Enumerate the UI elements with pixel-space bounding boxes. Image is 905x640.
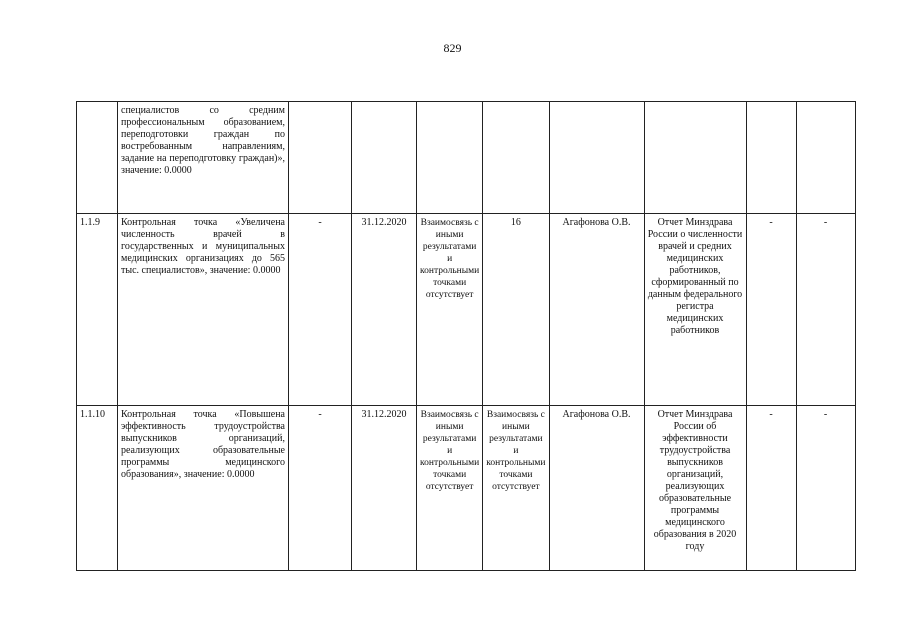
row-col10: - [796,214,855,406]
row-link-next: Взаимосвязь с иными результатами и контрольными точками отсутствует [483,406,549,571]
row-link-prev: Взаимосвязь с иными результатами и контрольными точками отсутствует [417,214,483,406]
row-col9 [746,102,796,214]
control-points-table [76,101,856,571]
row-document: Отчет Минздрава России об эффективности трудоустройства выпускников организаций, реализующих образовательные программы медицинского образования в 2020 году [644,406,746,571]
row-number: 1.1.10 [77,406,118,571]
row-date [352,102,417,214]
row-date: 31.12.2020 [352,214,417,406]
row-col3: - [289,214,352,406]
page-number: 829 [443,41,462,55]
row-col9: - [746,214,796,406]
row-document: Отчет Минздрава России о численности врачей и средних медицинских работников, сформированный по данным федерального регистра медицинских работников [644,214,746,406]
row-number [77,102,118,214]
row-link-next [483,102,549,214]
row-number: 1.1.9 [77,214,118,406]
row-link-prev: Взаимосвязь с иными результатами и контрольными точками отсутствует [417,406,483,571]
row-document [644,102,746,214]
row-col9: - [746,406,796,571]
row-col10: - [796,406,855,571]
row-col3: - [289,406,352,571]
table-row [77,406,856,571]
row-responsible: Агафонова О.В. [549,214,644,406]
row-date: 31.12.2020 [352,406,417,571]
row-col10 [796,102,855,214]
row-col3 [289,102,352,214]
row-description: Контрольная точка «Увеличена численность врачей в государственных и муниципальных медицинских организациях до 565 тыс. специалистов», значение: 0.0000 [118,214,289,406]
table-row [77,214,856,406]
row-link-next: 16 [483,214,549,406]
table-row [77,102,856,214]
row-description: Контрольная точка «Повышена эффективность трудоустройства выпускников организаций, реализующих образовательные программы медицинского образования», значение: 0.0000 [118,406,289,571]
row-responsible [549,102,644,214]
row-link-prev [417,102,483,214]
row-responsible: Агафонова О.В. [549,406,644,571]
row-description: специалистов со средним профессиональным образованием, переподготовки граждан по востребованным направлениям, задание на переподготовку граждан)», значение: 0.0000 [118,102,289,214]
